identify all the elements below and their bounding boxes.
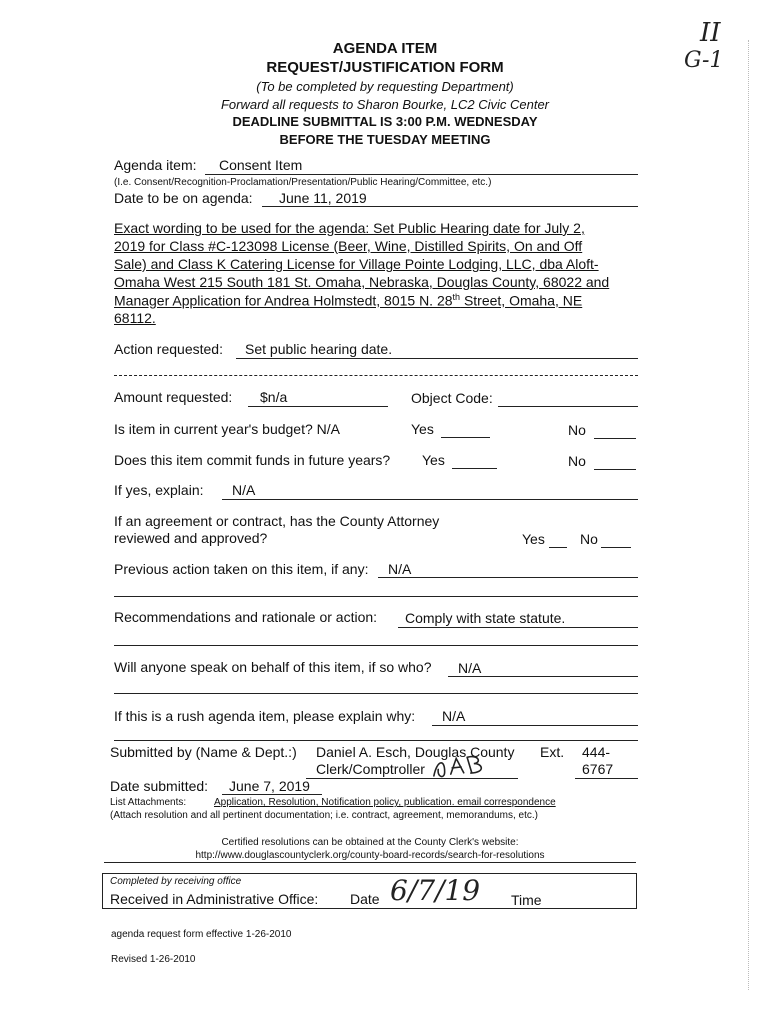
agreement-line-2: reviewed and approved? [114, 530, 268, 546]
form-subtitle: REQUEST/JUSTIFICATION FORM [266, 59, 504, 76]
date-on-agenda-line [262, 206, 638, 207]
section-divider-2 [114, 596, 638, 597]
corner-note-line2: G-1 [684, 48, 724, 73]
attachments-label: List Attachments: [110, 797, 187, 808]
budget-yes-label: Yes [411, 421, 434, 437]
agreement-line-1: If an agreement or contract, has the County Attorney [114, 513, 440, 529]
wording-line-3: Sale) and Class K Catering License for Village Pointe Lodging, LLC, dba Aloft- [114, 256, 599, 272]
explain-label: If yes, explain: [114, 482, 204, 498]
attachments-value: Application, Resolution, Notification policy, publication. email correspondence [214, 797, 556, 808]
wording-line-6: 68112. [114, 310, 156, 326]
amount-label: Amount requested: [114, 389, 233, 405]
deadline-line-1: DEADLINE SUBMITTAL IS 3:00 P.M. WEDNESDAY [232, 114, 538, 129]
form-title: AGENDA ITEM [332, 40, 438, 57]
action-line [236, 358, 638, 359]
wording-superscript: th [452, 292, 461, 302]
section-divider-3 [114, 645, 638, 646]
agreement-yes-label: Yes [522, 531, 545, 547]
speak-value: N/A [458, 660, 482, 676]
section-divider-1 [114, 375, 638, 376]
speak-label: Will anyone speak on behalf of this item, if so who? [114, 659, 432, 675]
previous-label: Previous action taken on this item, if any: [114, 561, 369, 577]
wording-line-1: Exact wording to be used for the agenda: Set Public Hearing date for July 2, [114, 220, 585, 236]
submitted-value-2: Clerk/Comptroller [316, 761, 425, 777]
received-time-label: Time [511, 892, 542, 908]
submitted-label: Submitted by (Name & Dept.:) [110, 744, 297, 760]
date-submitted-label: Date submitted: [110, 778, 209, 794]
recommend-line [398, 627, 638, 628]
agenda-item-label: Agenda item: [114, 157, 197, 173]
wording-line-4: Omaha West 215 South 181 St. Omaha, Nebraska, Douglas County, 68022 and [114, 274, 610, 290]
wording-line-2: 2019 for Class #C-123098 License (Beer, Wine, Distilled Spirits, On and Off [114, 238, 583, 254]
action-label: Action requested: [114, 341, 223, 357]
agenda-item-hint: (I.e. Consent/Recognition-Proclamation/Presentation/Public Hearing/Committee, etc.) [114, 177, 492, 188]
received-date-label: Date [350, 891, 380, 907]
submitted-line [306, 778, 518, 779]
previous-line [378, 577, 638, 578]
agenda-item-value: Consent Item [219, 157, 303, 173]
budget-no-line[interactable] [594, 438, 636, 439]
future-no-line[interactable] [594, 469, 636, 470]
amount-value: $n/a [260, 389, 288, 405]
received-date-value: 6/7/19 [390, 874, 481, 907]
date-on-agenda-label: Date to be on agenda: [114, 190, 253, 206]
date-submitted-value: June 7, 2019 [229, 778, 310, 794]
budget-no-label: No [568, 422, 586, 438]
rush-value: N/A [442, 708, 466, 724]
budget-yes-line[interactable] [441, 437, 490, 438]
explain-line [222, 499, 638, 500]
rush-line [432, 725, 638, 726]
explain-value: N/A [232, 482, 256, 498]
agreement-yes-line[interactable] [549, 547, 567, 548]
object-code-line [498, 406, 638, 407]
corner-note-line1: II [700, 18, 721, 48]
received-label: Received in Administrative Office: [110, 891, 319, 907]
certified-line-1: Certified resolutions can be obtained at the County Clerk's website: [221, 837, 519, 848]
deadline-line-2: BEFORE THE TUESDAY MEETING [279, 132, 491, 147]
section-divider-5 [114, 740, 638, 741]
speak-line [448, 676, 638, 677]
date-submitted-line [222, 794, 322, 795]
footer-effective: agenda request form effective 1-26-2010 [111, 929, 292, 940]
wording-line-5 [114, 292, 582, 309]
certified-url[interactable]: http://www.douglascountyclerk.org/county-board-records/search-for-resolutions [195, 850, 545, 861]
footer-revised: Revised 1-26-2010 [111, 954, 196, 965]
ext-value-2: 6767 [582, 761, 614, 777]
recommend-value: Comply with state statute. [405, 610, 566, 626]
agreement-no-line[interactable] [601, 547, 631, 548]
recommend-label: Recommendations and rationale or action: [114, 609, 378, 625]
ext-value-1: 444- [582, 744, 611, 760]
wording-line-5-main: Manager Application for Andrea Holmstedt, 8015 N. 28 [114, 292, 453, 309]
future-yes-label: Yes [422, 452, 445, 468]
amount-line [248, 406, 388, 407]
completed-label: Completed by receiving office [110, 876, 242, 887]
future-no-label: No [568, 453, 586, 469]
ext-label: Ext. [540, 744, 565, 760]
wording-line-5-tail: Street, Omaha, NE [460, 292, 583, 309]
ext-line [575, 778, 638, 779]
future-yes-line[interactable] [452, 468, 497, 469]
rush-label: If this is a rush agenda item, please explain why: [114, 708, 416, 724]
object-code-label: Object Code: [411, 390, 493, 406]
action-value: Set public hearing date. [245, 341, 393, 357]
attachments-hint: (Attach resolution and all pertinent documentation; i.e. contract, agreement, memorandums, etc.) [110, 810, 538, 821]
section-divider-4 [114, 693, 638, 694]
header-note-1: (To be completed by requesting Department) [256, 79, 514, 94]
header-note-2: Forward all requests to Sharon Bourke, LC2 Civic Center [220, 97, 550, 112]
agenda-item-line [205, 174, 638, 175]
date-on-agenda-value: June 11, 2019 [279, 190, 367, 206]
future-label: Does this item commit funds in future years? [114, 452, 391, 468]
scan-edge-mark [748, 40, 749, 990]
budget-label: Is item in current year's budget? N/A [114, 421, 340, 437]
agreement-no-label: No [580, 531, 598, 547]
previous-value: N/A [388, 561, 412, 577]
submitted-value-1: Daniel A. Esch, Douglas County [316, 744, 515, 760]
certified-underline [104, 862, 636, 863]
